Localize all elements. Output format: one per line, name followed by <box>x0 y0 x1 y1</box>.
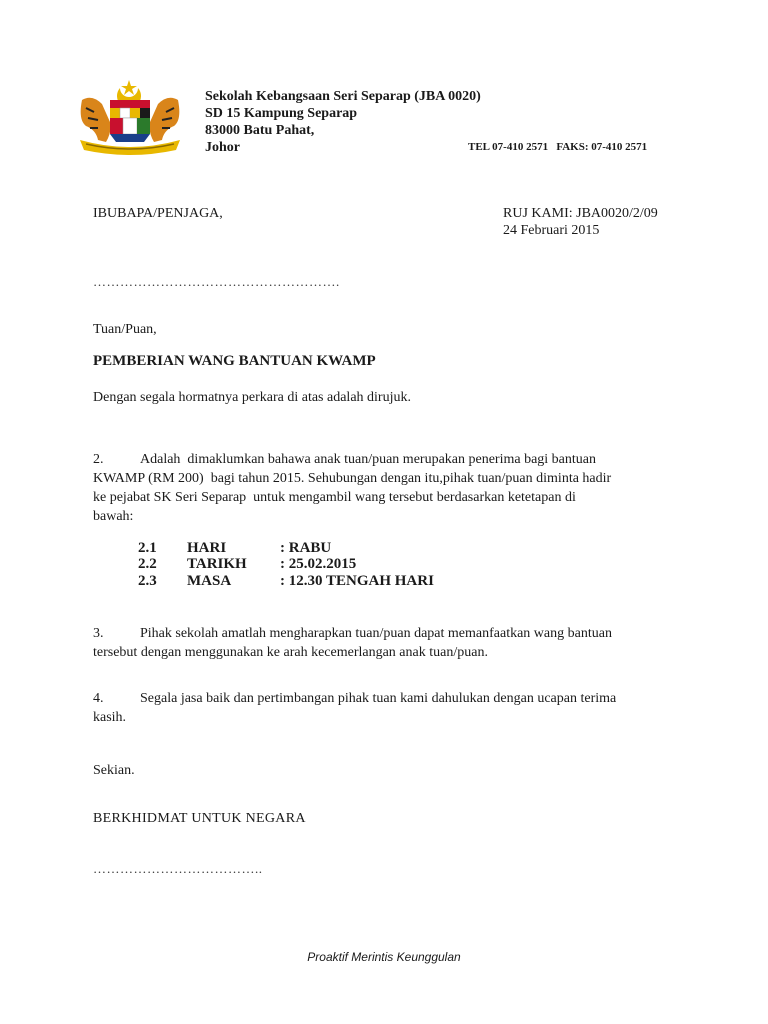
paragraph-2-line: Adalah dimaklumkan bahawa anak tuan/puan merupakan penerima bagi bantuan <box>140 452 596 467</box>
motto: BERKHIDMAT UNTUK NEGARA <box>93 811 306 826</box>
detail-number: 2.2 <box>138 556 157 572</box>
paragraph-4-number: 4. <box>93 691 104 706</box>
address-line-3: Johor <box>205 140 240 155</box>
letter-date: 24 Februari 2015 <box>503 223 600 238</box>
recipient-name-dots: ………………………………………………. <box>93 274 340 289</box>
address-line-1: SD 15 Kampung Separap <box>205 106 358 121</box>
reference-number: RUJ KAMI: JBA0020/2/09 <box>503 206 658 221</box>
intro-paragraph: Dengan segala hormatnya perkara di atas adalah dirujuk. <box>93 390 411 405</box>
subject-title: PEMBERIAN WANG BANTUAN KWAMP <box>93 353 376 369</box>
paragraph-3-line: Pihak sekolah amatlah mengharapkan tuan/puan dapat memanfaatkan wang bantuan <box>140 626 612 641</box>
paragraph-3-line: tersebut dengan menggunakan ke arah kecemerlangan anak tuan/puan. <box>93 645 488 660</box>
detail-number: 2.3 <box>138 573 157 589</box>
contact-numbers: TEL 07-410 2571 FAKS: 07-410 2571 <box>468 141 648 153</box>
paragraph-4-line: Segala jasa baik dan pertimbangan pihak tuan kami dahulukan dengan ucapan terima <box>140 691 617 706</box>
closing: Sekian. <box>93 763 135 778</box>
detail-label: HARI <box>187 540 227 556</box>
paragraph-4-line: kasih. <box>93 710 127 725</box>
signature-dots: ……………………………….. <box>93 861 263 876</box>
footer-slogan: Proaktif Merintis Keunggulan <box>307 950 461 964</box>
paragraph-3-number: 3. <box>93 626 104 641</box>
detail-value: : 12.30 TENGAH HARI <box>280 573 434 589</box>
paragraph-2-line: ke pejabat SK Seri Separap untuk mengambil wang tersebut berdasarkan ketetapan di <box>93 490 576 505</box>
detail-number: 2.1 <box>138 540 157 556</box>
paragraph-2-line: bawah: <box>93 509 134 524</box>
coat-of-arms-icon <box>76 78 184 158</box>
detail-value: : RABU <box>280 540 332 556</box>
address-line-2: 83000 Batu Pahat, <box>205 123 315 138</box>
salutation: Tuan/Puan, <box>93 322 157 337</box>
detail-value: : 25.02.2015 <box>280 556 357 572</box>
paragraph-2-line: KWAMP (RM 200) bagi tahun 2015. Sehubungan dengan itu,pihak tuan/puan diminta hadir <box>93 471 612 486</box>
paragraph-2-number: 2. <box>93 452 104 467</box>
detail-label: TARIKH <box>187 556 247 572</box>
detail-label: MASA <box>187 573 232 589</box>
school-name: Sekolah Kebangsaan Seri Separap (JBA 0020) <box>205 89 481 104</box>
recipient: IBUBAPA/PENJAGA, <box>93 206 223 221</box>
